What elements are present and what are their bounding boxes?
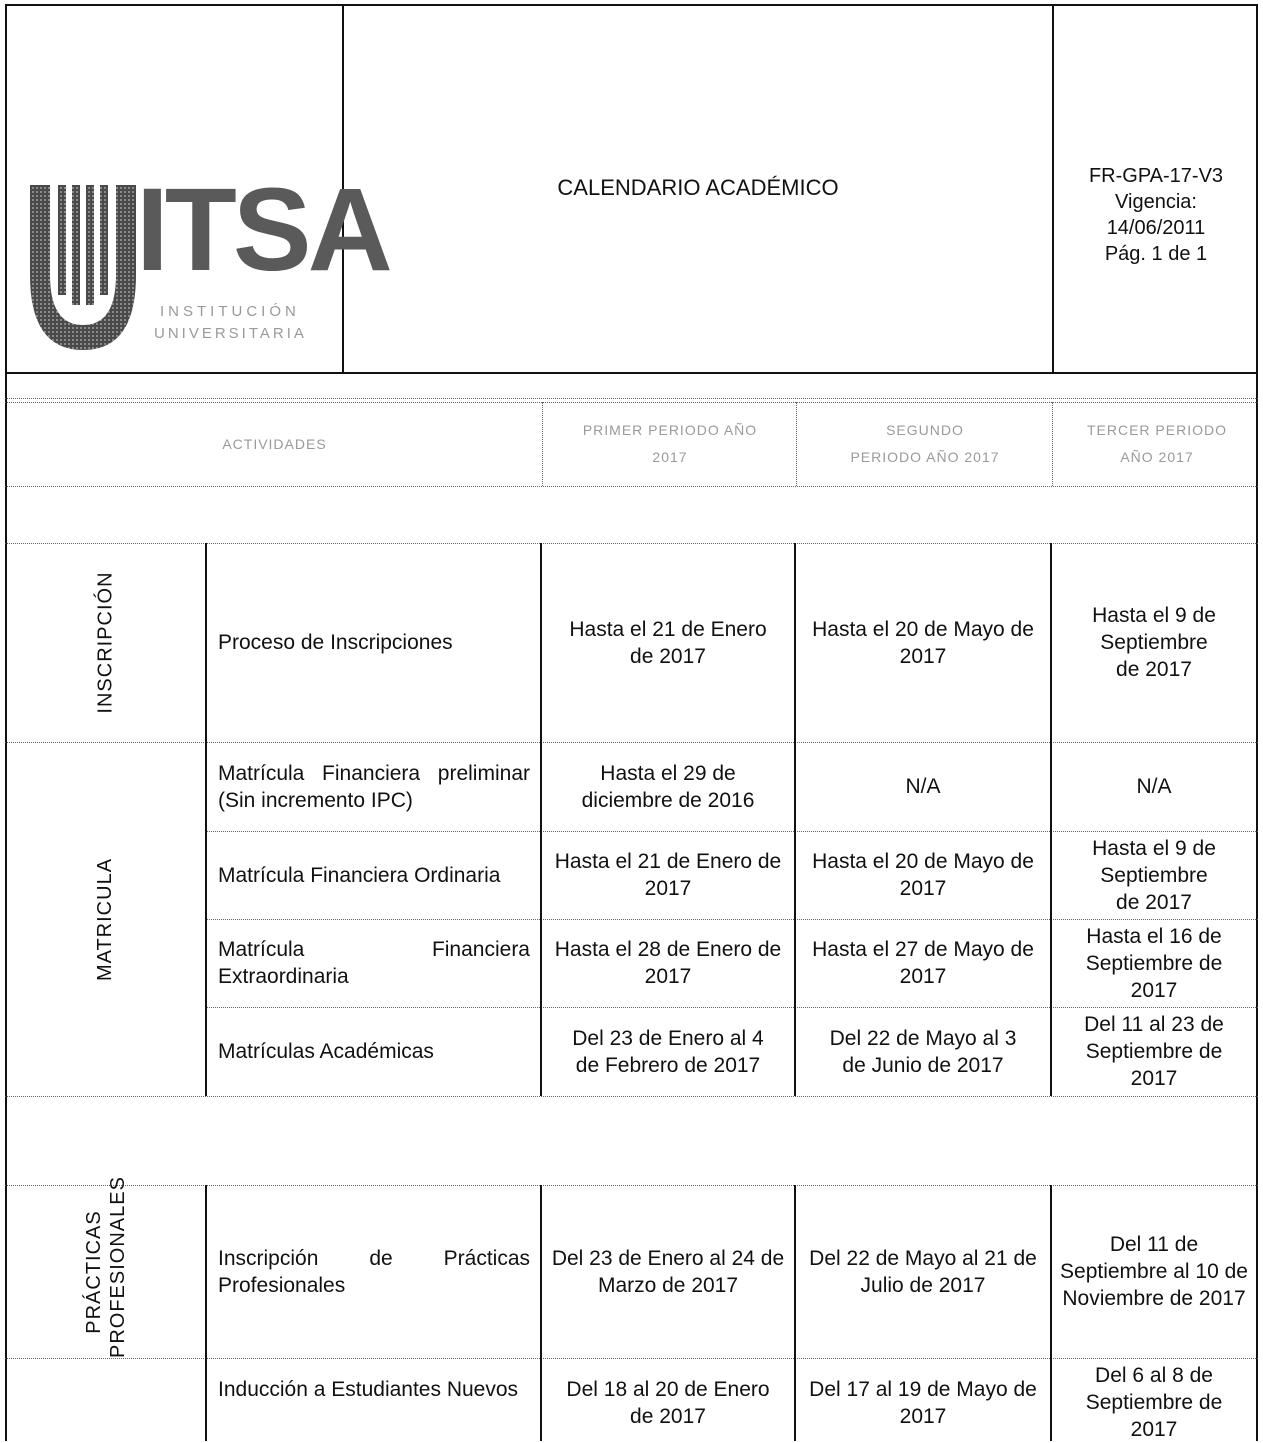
row-activity: Matrícula Financiera preliminar (Sin incremento IPC) bbox=[218, 761, 530, 812]
row-activity: Matrículas Académicas bbox=[218, 1040, 434, 1063]
group-label-inscripcion: INSCRIPCIÓN bbox=[94, 571, 117, 714]
document-title: CALENDARIO ACADÉMICO bbox=[557, 175, 839, 200]
group-label-practicas: PRÁCTICAS PROFESIONALES bbox=[83, 1175, 129, 1358]
row-period-3: Del 11 de Septiembre al 10 de Noviembre de 2017 bbox=[1060, 1233, 1248, 1310]
hline bbox=[5, 398, 1258, 399]
col-header-period-1: PRIMER PERIODO AÑO 2017 bbox=[582, 422, 758, 465]
document-code-block bbox=[1054, 163, 1258, 267]
row-period-2: Hasta el 27 de Mayo de 2017 bbox=[812, 938, 1034, 988]
group-label-matricula: MATRICULA bbox=[94, 857, 117, 981]
row-period-1: Del 23 de Enero al 4 de Febrero de 2017 bbox=[572, 1026, 764, 1077]
row-period-3: Del 6 al 8 de Septiembre de 2017 bbox=[1085, 1364, 1223, 1441]
vline bbox=[542, 402, 543, 486]
row-activity: Matrícula Financiera Extraordinaria bbox=[218, 938, 530, 988]
row-period-3: Del 11 al 23 de Septiembre de 2017 bbox=[1084, 1013, 1224, 1090]
row-period-2: N/A bbox=[905, 775, 941, 798]
logo-u-icon bbox=[28, 175, 138, 355]
row-period-1: Hasta el 21 de Enero de 2017 bbox=[569, 617, 767, 668]
table-right-border bbox=[1256, 374, 1258, 1441]
logo-wordmark: ITSA bbox=[136, 164, 389, 296]
document-code: FR-GPA-17-V3 bbox=[1088, 165, 1224, 187]
row-activity: Inducción a Estudiantes Nuevos bbox=[218, 1378, 519, 1401]
itsa-logo bbox=[28, 164, 389, 355]
col-header-period-2: SEGUNDO PERIODO AÑO 2017 bbox=[850, 422, 1000, 465]
col-header-period-3: TERCER PERIODO AÑO 2017 bbox=[1086, 422, 1227, 465]
col-header-activities: ACTIVIDADES bbox=[222, 435, 327, 452]
row-activity: Proceso de Inscripciones bbox=[218, 631, 453, 654]
row-activity: Matrícula Financiera Ordinaria bbox=[218, 863, 501, 887]
vline bbox=[796, 402, 797, 486]
logo-subtext-2: UNIVERSITARIA bbox=[154, 325, 307, 342]
row-period-3: Hasta el 16 de Septiembre de 2017 bbox=[1085, 924, 1223, 1002]
vline bbox=[1052, 402, 1053, 486]
logo-subtext-1: INSTITUCIÓN bbox=[160, 303, 300, 320]
row-period-1: Del 18 al 20 de Enero de 2017 bbox=[566, 1378, 770, 1428]
row-period-2: Del 22 de Mayo al 3 de Junio de 2017 bbox=[829, 1026, 1017, 1077]
row-period-3: Hasta el 9 de Septiembre de 2017 bbox=[1092, 604, 1216, 681]
hline bbox=[5, 1096, 1258, 1097]
row-period-3: N/A bbox=[1136, 775, 1172, 798]
page-number: Pág. 1 de 1 bbox=[1104, 243, 1208, 265]
row-period-2: Del 17 al 19 de Mayo de 2017 bbox=[809, 1378, 1037, 1428]
row-period-1: Hasta el 28 de Enero de 2017 bbox=[554, 938, 782, 988]
row-period-3: Hasta el 9 de Septiembre de 2017 bbox=[1092, 836, 1216, 914]
row-period-1: Hasta el 29 de diciembre de 2016 bbox=[581, 761, 755, 812]
vigencia-date: 14/06/2011 bbox=[1106, 217, 1206, 239]
row-period-2: Del 22 de Mayo al 21 de Julio de 2017 bbox=[809, 1246, 1037, 1297]
vigencia-label: Vigencia: bbox=[1115, 191, 1197, 213]
row-period-2: Hasta el 20 de Mayo de 2017 bbox=[812, 617, 1034, 668]
hline bbox=[5, 486, 1258, 487]
row-period-1: Hasta el 21 de Enero de 2017 bbox=[554, 850, 782, 900]
row-period-2: Hasta el 20 de Mayo de 2017 bbox=[812, 850, 1034, 900]
row-activity: Inscripción de Prácticas Profesionales bbox=[218, 1246, 530, 1297]
row-period-1: Del 23 de Enero al 24 de Marzo de 2017 bbox=[551, 1246, 785, 1297]
